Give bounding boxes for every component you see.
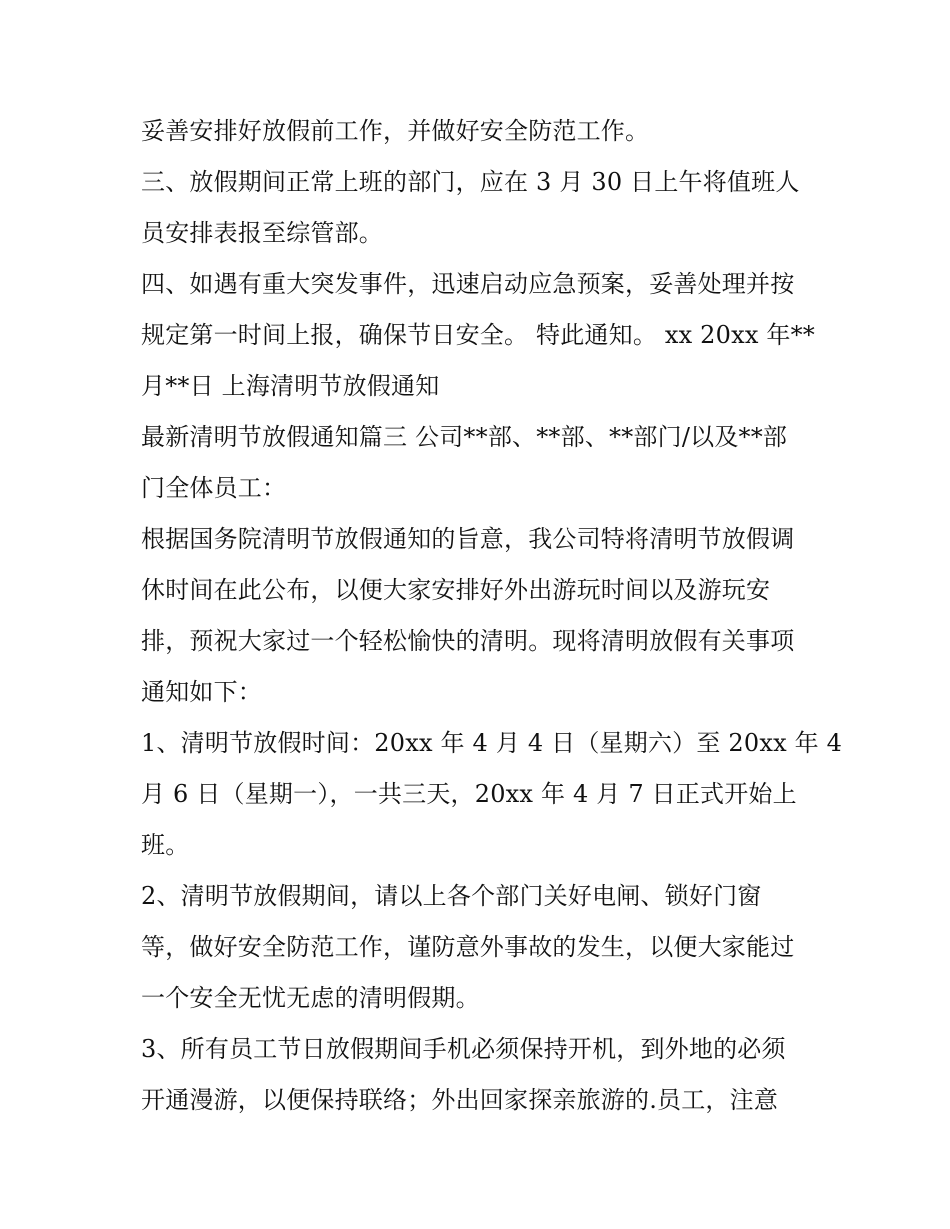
text-line: 开通漫游，以便保持联络；外出回家探亲旅游的.员工，注意 [141,1086,779,1114]
document-body [141,106,843,1126]
text-line: 三、放假期间正常上班的部门，应在 3 月 30 日上午将值班人 [141,168,800,196]
text-line: 通知如下： [141,678,262,706]
text-line: 根据国务院清明节放假通知的旨意，我公司特将清明节放假调 [141,525,795,553]
text-line: 最新清明节放假通知篇三 公司**部、**部、**部门/以及**部 [141,423,788,451]
text-line: 规定第一时间上报，确保节日安全。 特此通知。 xx 20xx 年** [141,321,815,349]
text-line: 妥善安排好放假前工作，并做好安全防范工作。 [141,117,650,145]
text-line: 排，预祝大家过一个轻松愉快的清明。现将清明放假有关事项 [141,627,795,655]
text-line: 月 6 日（星期一），一共三天，20xx 年 4 月 7 日正式开始上 [141,780,797,808]
text-line: 班。 [141,831,190,859]
text-line: 员安排表报至综管部。 [141,219,383,247]
text-line: 门全体员工： [141,474,287,502]
text-line: 休时间在此公布，以便大家安排好外出游玩时间以及游玩安 [141,576,771,604]
text-line: 一个安全无忧无虑的清明假期。 [141,984,480,1012]
text-line: 1、清明节放假时间：20xx 年 4 月 4 日（星期六）至 20xx 年 4 [141,729,843,757]
text-line: 3、所有员工节日放假期间手机必须保持开机，到外地的必须 [141,1035,786,1063]
text-line: 四、如遇有重大突发事件，迅速启动应急预案，妥善处理并按 [141,270,795,298]
text-line: 月**日 上海清明节放假通知 [141,372,440,400]
text-line: 等，做好安全防范工作，谨防意外事故的发生，以便大家能过 [141,933,795,961]
text-line: 2、清明节放假期间，请以上各个部门关好电闸、锁好门窗 [141,882,762,910]
